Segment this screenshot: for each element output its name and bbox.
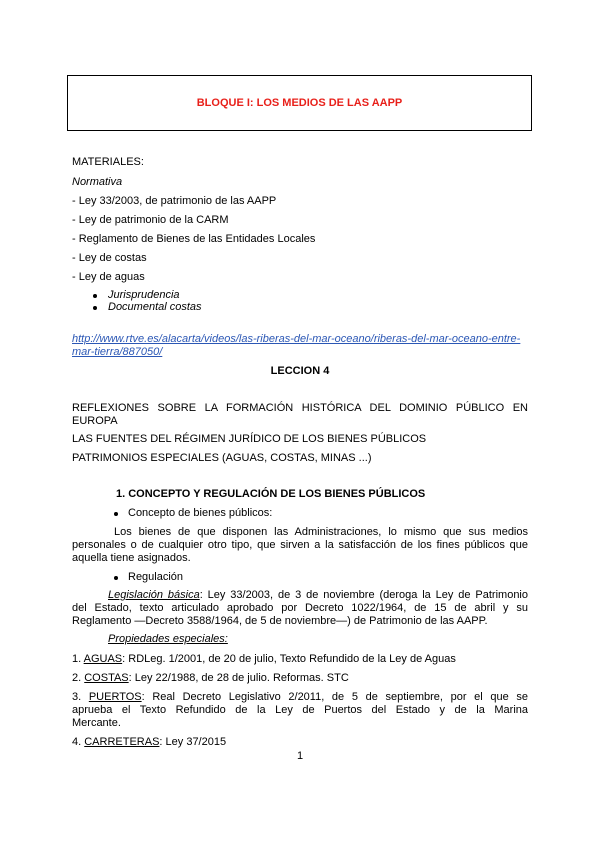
law-item: - Ley de patrimonio de la CARM <box>72 214 229 226</box>
document-title: BLOQUE I: LOS MEDIOS DE LAS AAPP <box>196 97 403 109</box>
topic-line-1b: EUROPA <box>72 415 118 427</box>
bullet-concept: Concepto de bienes públicos: <box>128 507 273 519</box>
concept-paragraph-line-3: aquella tiene asignados. <box>72 552 191 564</box>
section-heading: 1. CONCEPTO Y REGULACIÓN DE LOS BIENES PÚBLICOS <box>116 488 426 500</box>
page-number: 1 <box>297 750 304 762</box>
bullet-icon <box>93 306 97 310</box>
item-number: 4. <box>72 736 85 748</box>
video-link-line-1[interactable]: http://www.rtve.es/alacarta/videos/las-riberas-del-mar-oceano/riberas-del-mar-oceano-entre- <box>72 333 521 345</box>
list-item <box>72 691 528 704</box>
materials-label: MATERIALES: <box>72 156 144 168</box>
law-item: - Ley 33/2003, de patrimonio de las AAPP <box>72 195 277 207</box>
topic-line-2: LAS FUENTES DEL RÉGIMEN JURÍDICO DE LOS BIENES PÚBLICOS <box>72 433 427 445</box>
title-box <box>67 75 532 131</box>
item-name: PUERTOS <box>88 691 142 703</box>
bullet-regulacion: Regulación <box>128 571 184 583</box>
topic-line-1: REFLEXIONES SOBRE LA FORMACIÓN HISTÓRICA DEL DOMINIO PÚBLICO EN <box>72 402 528 414</box>
item-number: 1. <box>72 653 84 665</box>
bullet-documental: Documental costas <box>108 301 202 313</box>
item-number: 3. <box>72 691 89 703</box>
video-link-line-2[interactable]: mar-tierra/887050/ <box>72 346 163 358</box>
legislation-line-3: Reglamento —Decreto 3588/1964, de 5 de noviembre—) de Patrimonio de las AAPP. <box>72 615 488 627</box>
list-item <box>72 672 349 685</box>
legislation-text: : Ley 33/2003, de 3 de noviembre (deroga la Ley de Patrimonio <box>199 589 528 601</box>
puertos-line-2: aprueba el Texto Refundido de la Ley de Puertos del Estado y de la Marina <box>72 704 528 716</box>
legislation-line-2: del Estado, texto articulado aprobado por Decreto 1022/1964, de 15 de abril y su <box>72 602 528 614</box>
item-text: : Ley 22/1988, de 28 de julio. Reformas. STC <box>128 672 349 684</box>
item-text: : Real Decreto Legislativo 2/2011, de 5 de septiembre, por el que se <box>141 691 528 703</box>
legislation-line-1 <box>72 589 528 602</box>
item-name: COSTAS <box>84 672 129 684</box>
bullet-icon <box>114 576 118 580</box>
lesson-title: LECCION 4 <box>270 365 330 377</box>
special-properties-label: Propiedades especiales: <box>108 633 228 645</box>
item-number: 2. <box>72 672 85 684</box>
concept-paragraph-line-1: Los bienes de que disponen las Administraciones, lo mismo que sus medios <box>114 526 528 538</box>
puertos-line-3: Mercante. <box>72 717 121 729</box>
item-name: CARRETERAS <box>84 736 160 748</box>
item-text: : Ley 37/2015 <box>159 736 227 748</box>
item-text: : RDLeg. 1/2001, de 20 de julio, Texto Refundido de la Ley de Aguas <box>122 653 456 665</box>
list-item <box>72 653 456 666</box>
bullet-icon <box>114 512 118 516</box>
law-item: - Ley de costas <box>72 252 147 264</box>
bullet-jurisprudencia: Jurisprudencia <box>108 289 180 301</box>
list-item <box>72 736 226 749</box>
item-name: AGUAS <box>83 653 123 665</box>
law-item: - Ley de aguas <box>72 271 145 283</box>
bullet-icon <box>93 294 97 298</box>
topic-line-3: PATRIMONIOS ESPECIALES (AGUAS, COSTAS, MINAS ...) <box>72 452 372 464</box>
concept-paragraph-line-2: personales o de cualquier otro tipo, que sirven a la satisfacción de los fines públicos que <box>72 539 528 551</box>
normativa-label: Normativa <box>72 176 123 188</box>
law-item: - Reglamento de Bienes de las Entidades Locales <box>72 233 316 245</box>
legislation-label: Legislación básica <box>108 589 200 601</box>
